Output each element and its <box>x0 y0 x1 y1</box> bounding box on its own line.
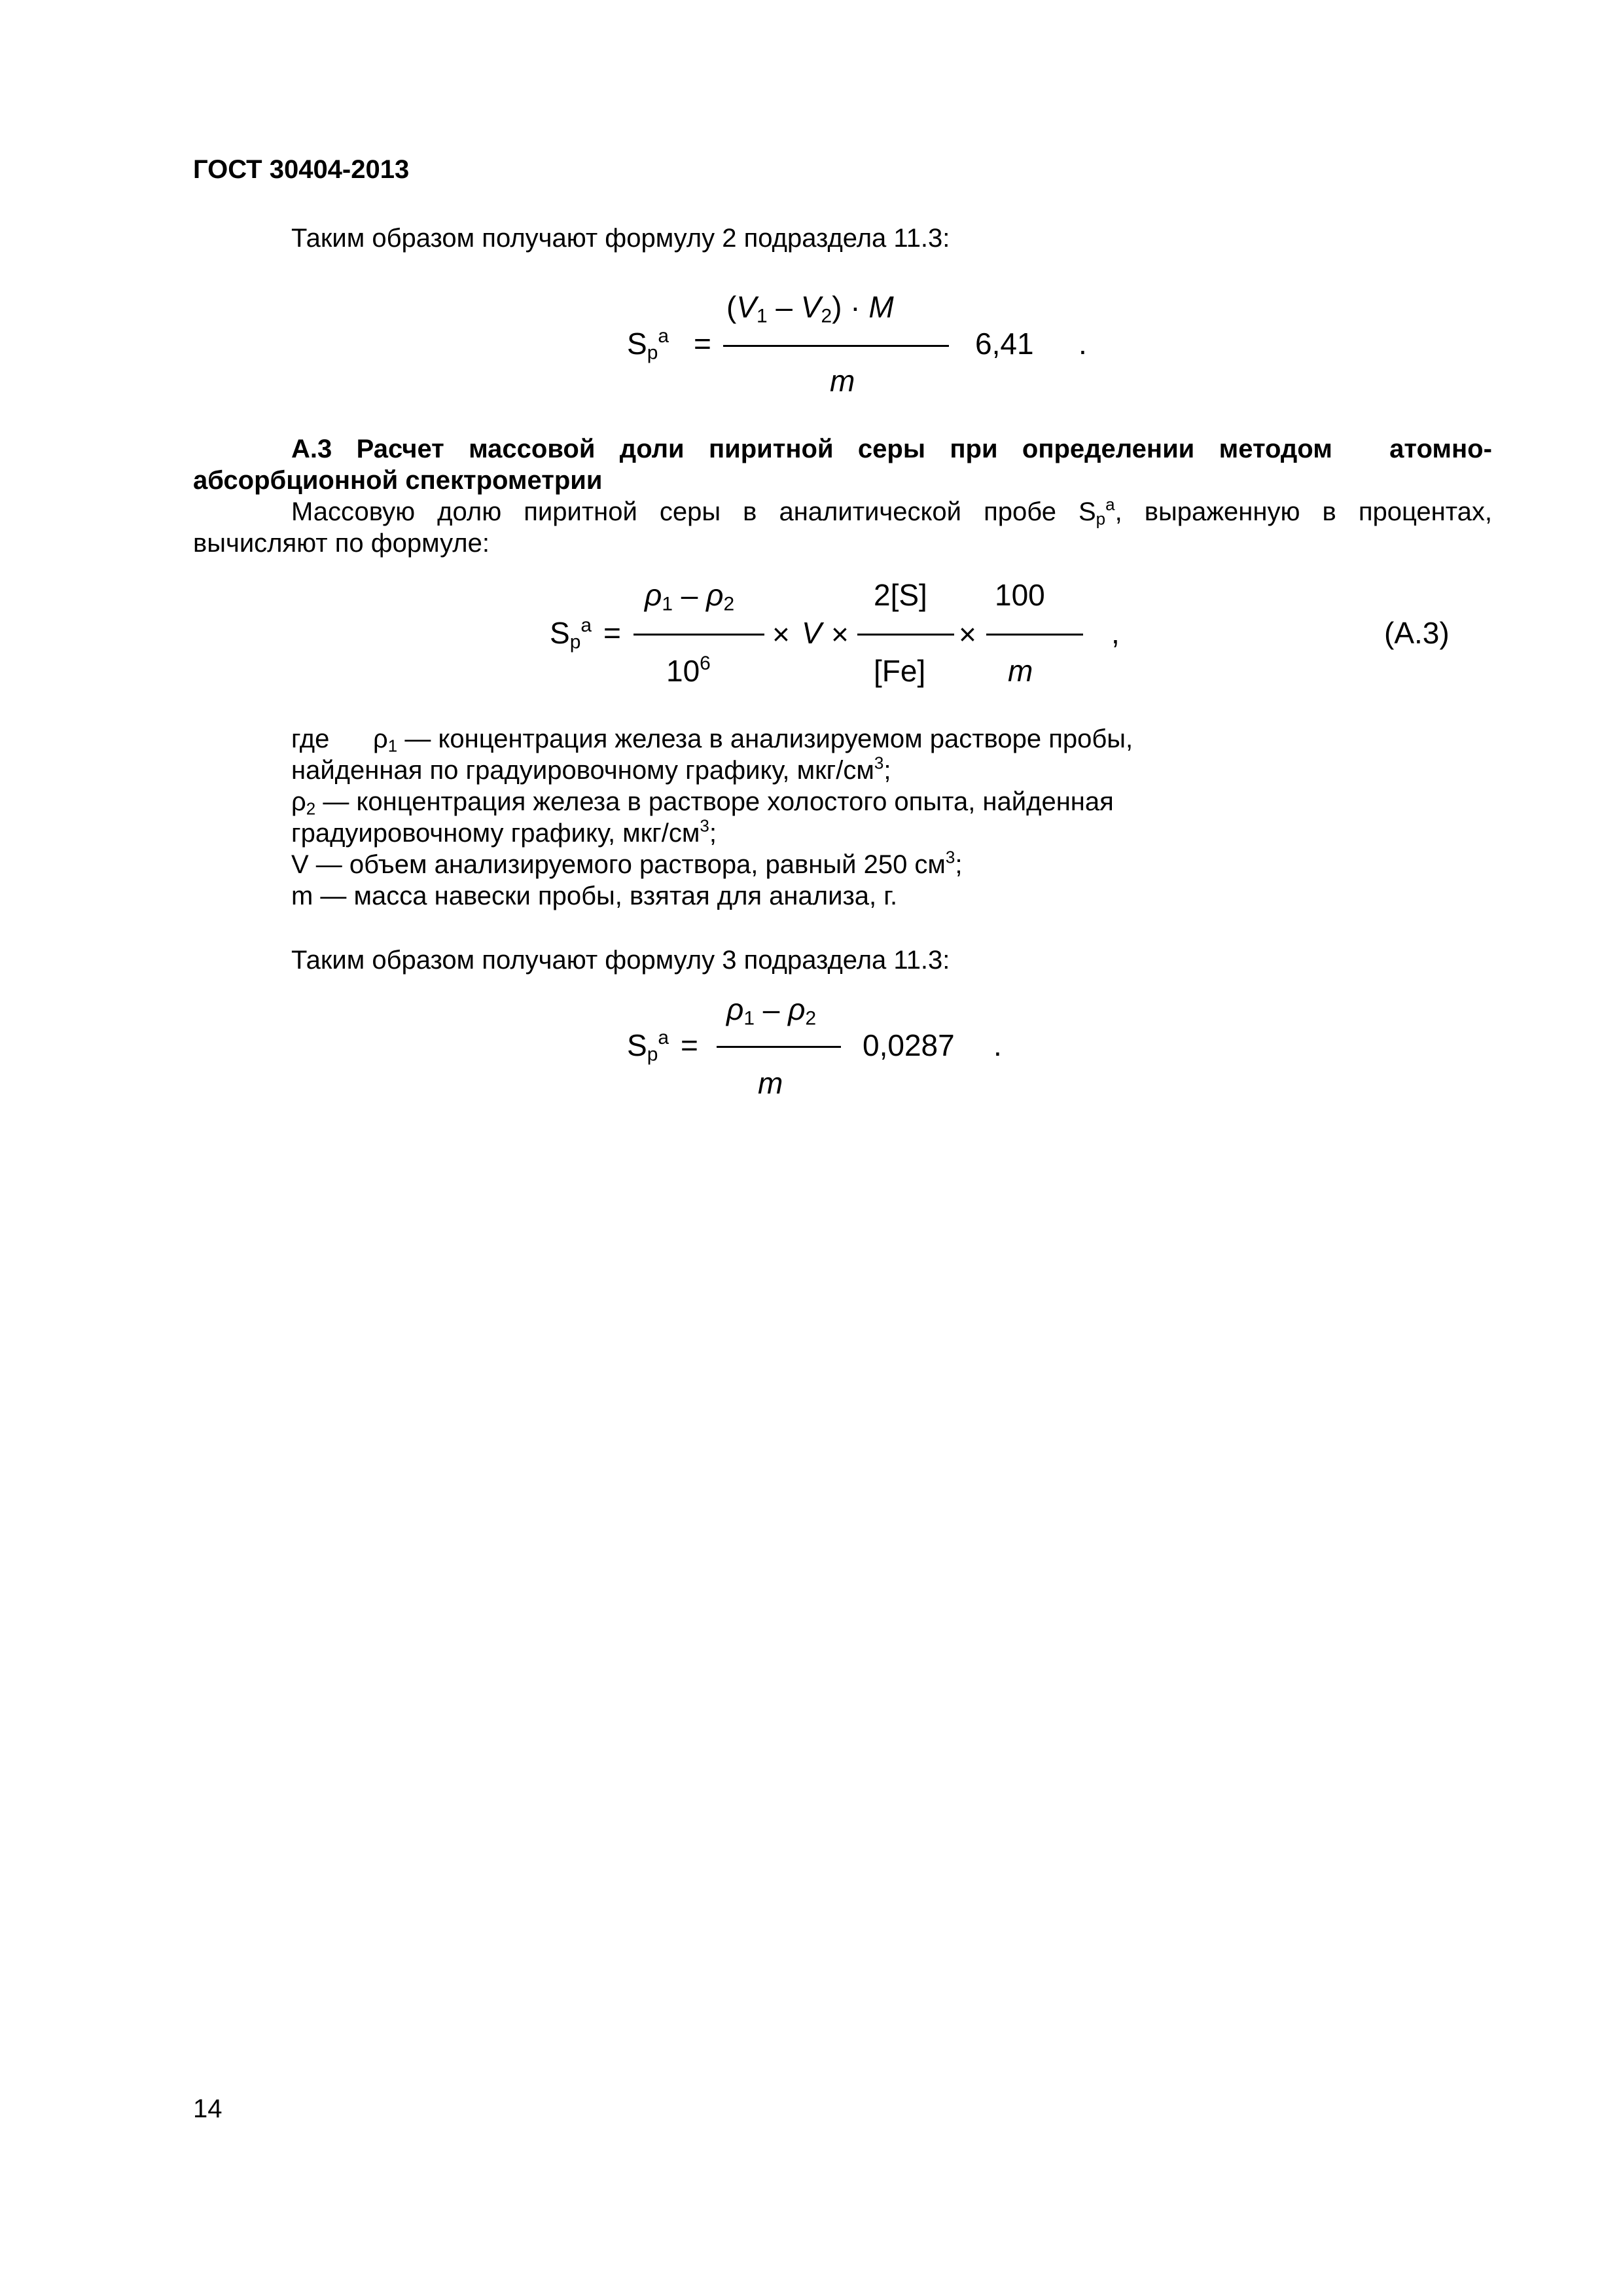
superscript: a <box>658 1027 669 1049</box>
definition-text: найденная по градуировочному графику, мкг/см <box>291 756 874 785</box>
superscript: a <box>658 325 669 348</box>
intro-word: выраженную <box>1144 497 1300 526</box>
semicolon: ; <box>883 756 891 785</box>
subscript: 1 <box>757 305 768 327</box>
symbol-rho: ρ <box>788 992 806 1026</box>
title-word: пиритной <box>708 435 834 463</box>
fraction-bar <box>857 634 954 636</box>
formula-2-denominator: m <box>830 364 855 398</box>
section-a3-intro-line2: вычисляют по формуле: <box>193 529 490 558</box>
symbol-V: V <box>800 290 821 324</box>
formula-number: (А.3) <box>1384 616 1450 650</box>
subscript: 2 <box>723 593 735 615</box>
subscript: 1 <box>662 593 673 615</box>
symbol-rho: ρ <box>373 725 388 753</box>
intro-word: пиритной <box>524 497 637 526</box>
fraction-2-numerator: 2[S] <box>874 578 927 612</box>
definition-rho1 <box>373 723 1133 755</box>
definition-text: градуировочному графику, мкг/см <box>291 819 700 848</box>
section-a3-title-line2: абсорбционной спектрометрии <box>193 466 603 495</box>
fraction-bar <box>986 634 1083 636</box>
times-sign: × <box>772 617 790 651</box>
page-number: 14 <box>193 2094 223 2123</box>
definition-rho2-cont <box>291 817 717 849</box>
title-word: массовой <box>469 435 596 463</box>
subscript: p <box>1096 509 1106 529</box>
minus: – <box>754 992 789 1026</box>
formula-3-numerator <box>726 992 817 1030</box>
formula-2-lhs <box>627 325 669 364</box>
intro-word: в <box>743 497 757 526</box>
title-word: Расчет <box>356 435 444 463</box>
intro-word: процентах, <box>1358 497 1492 526</box>
equals-sign: = <box>603 616 621 650</box>
fraction-3-numerator: 100 <box>995 578 1045 612</box>
subscript: 1 <box>387 736 398 756</box>
dot-operator: · <box>842 290 869 324</box>
title-word: атомно- <box>1389 435 1492 463</box>
fraction-bar <box>633 634 764 636</box>
superscript: 3 <box>945 847 955 867</box>
paren: ( <box>726 290 737 324</box>
subscript: 2 <box>805 1007 817 1030</box>
intro-paragraph-formula-3: Таким образом получают формулу 3 подраздела 11.3: <box>291 946 950 975</box>
fraction-1-denominator <box>666 653 711 689</box>
intro-word: Массовую <box>291 497 416 526</box>
title-word: серы <box>857 435 925 463</box>
fraction-2-denominator: [Fe] <box>874 654 926 688</box>
superscript: a <box>1105 494 1115 514</box>
times-sign: × <box>959 617 976 651</box>
intro-word: аналитической <box>779 497 962 526</box>
intro-symbol-Sp <box>1079 496 1122 528</box>
equals-sign: = <box>681 1028 698 1062</box>
subscript: 2 <box>306 798 316 819</box>
subscript: 1 <box>743 1007 755 1030</box>
definition-rho2 <box>291 786 1114 817</box>
title-word: определении <box>1022 435 1195 463</box>
definition-text: V — объем анализируемого раствора, равный 250 см <box>291 850 946 879</box>
number: 10 <box>666 654 700 688</box>
minus: – <box>672 578 707 612</box>
superscript: a <box>580 615 592 637</box>
intro-word: пробе <box>984 497 1056 526</box>
intro-word: серы <box>659 497 721 526</box>
formula-2-numerator <box>726 289 894 325</box>
symbol-S: S <box>550 616 570 650</box>
formula-3-period: . <box>993 1028 1002 1062</box>
semicolon: ; <box>709 819 717 848</box>
section-a3-title-line1 <box>291 433 1492 465</box>
definition-text: — концентрация железа в анализируемом растворе пробы, <box>397 725 1133 753</box>
definition-m: m — масса навески пробы, взятая для анализа, г. <box>291 882 898 910</box>
symbol-S: S <box>1078 497 1096 526</box>
symbol-M: M <box>868 290 894 324</box>
intro-word: долю <box>437 497 502 526</box>
title-word: методом <box>1219 435 1332 463</box>
intro-paragraph-formula-2: Таким образом получают формулу 2 подраздела 11.3: <box>291 224 950 253</box>
subscript: p <box>569 631 581 653</box>
symbol-S: S <box>627 327 647 361</box>
formula-a3-comma: , <box>1111 616 1120 650</box>
formula-2-coefficient: 6,41 <box>975 327 1034 361</box>
symbol-V: V <box>802 616 822 650</box>
subscript: 2 <box>821 305 832 327</box>
definition-rho1-cont <box>291 755 891 786</box>
symbol-S: S <box>627 1028 647 1062</box>
section-a3-intro-line1 <box>291 496 1492 528</box>
fraction-bar <box>723 345 949 347</box>
superscript: 3 <box>700 816 709 836</box>
title-word: А.3 <box>291 435 332 463</box>
formula-2-period: . <box>1079 327 1087 361</box>
fraction-1-numerator <box>645 577 734 613</box>
paren: ) <box>832 290 842 324</box>
document-code: ГОСТ 30404-2013 <box>193 155 410 184</box>
formula-3-coefficient: 0,0287 <box>863 1028 955 1062</box>
equals-sign: = <box>694 327 711 361</box>
fraction-3-denominator: m <box>1008 654 1033 688</box>
subscript: p <box>647 1043 658 1066</box>
definition-V <box>291 849 963 880</box>
where-label: где <box>291 725 330 753</box>
minus: – <box>767 290 801 324</box>
times-sign: × <box>831 617 849 651</box>
formula-3-lhs <box>627 1027 669 1066</box>
symbol-rho: ρ <box>726 992 744 1026</box>
comma: , <box>1115 497 1122 526</box>
fraction-bar <box>717 1046 841 1048</box>
intro-word: в <box>1322 497 1336 526</box>
formula-3-denominator: m <box>758 1066 783 1100</box>
superscript: 6 <box>700 653 711 675</box>
definition-text: — концентрация железа в растворе холостого опыта, найденная <box>315 787 1114 816</box>
title-word: при <box>950 435 998 463</box>
superscript: 3 <box>874 753 884 773</box>
semicolon: ; <box>955 850 963 879</box>
symbol-rho: ρ <box>291 787 306 816</box>
symbol-rho: ρ <box>706 578 724 612</box>
subscript: p <box>647 342 658 364</box>
title-word: доли <box>619 435 685 463</box>
formula-a3-lhs <box>550 615 592 651</box>
symbol-rho: ρ <box>645 578 662 612</box>
symbol-V: V <box>736 290 757 324</box>
